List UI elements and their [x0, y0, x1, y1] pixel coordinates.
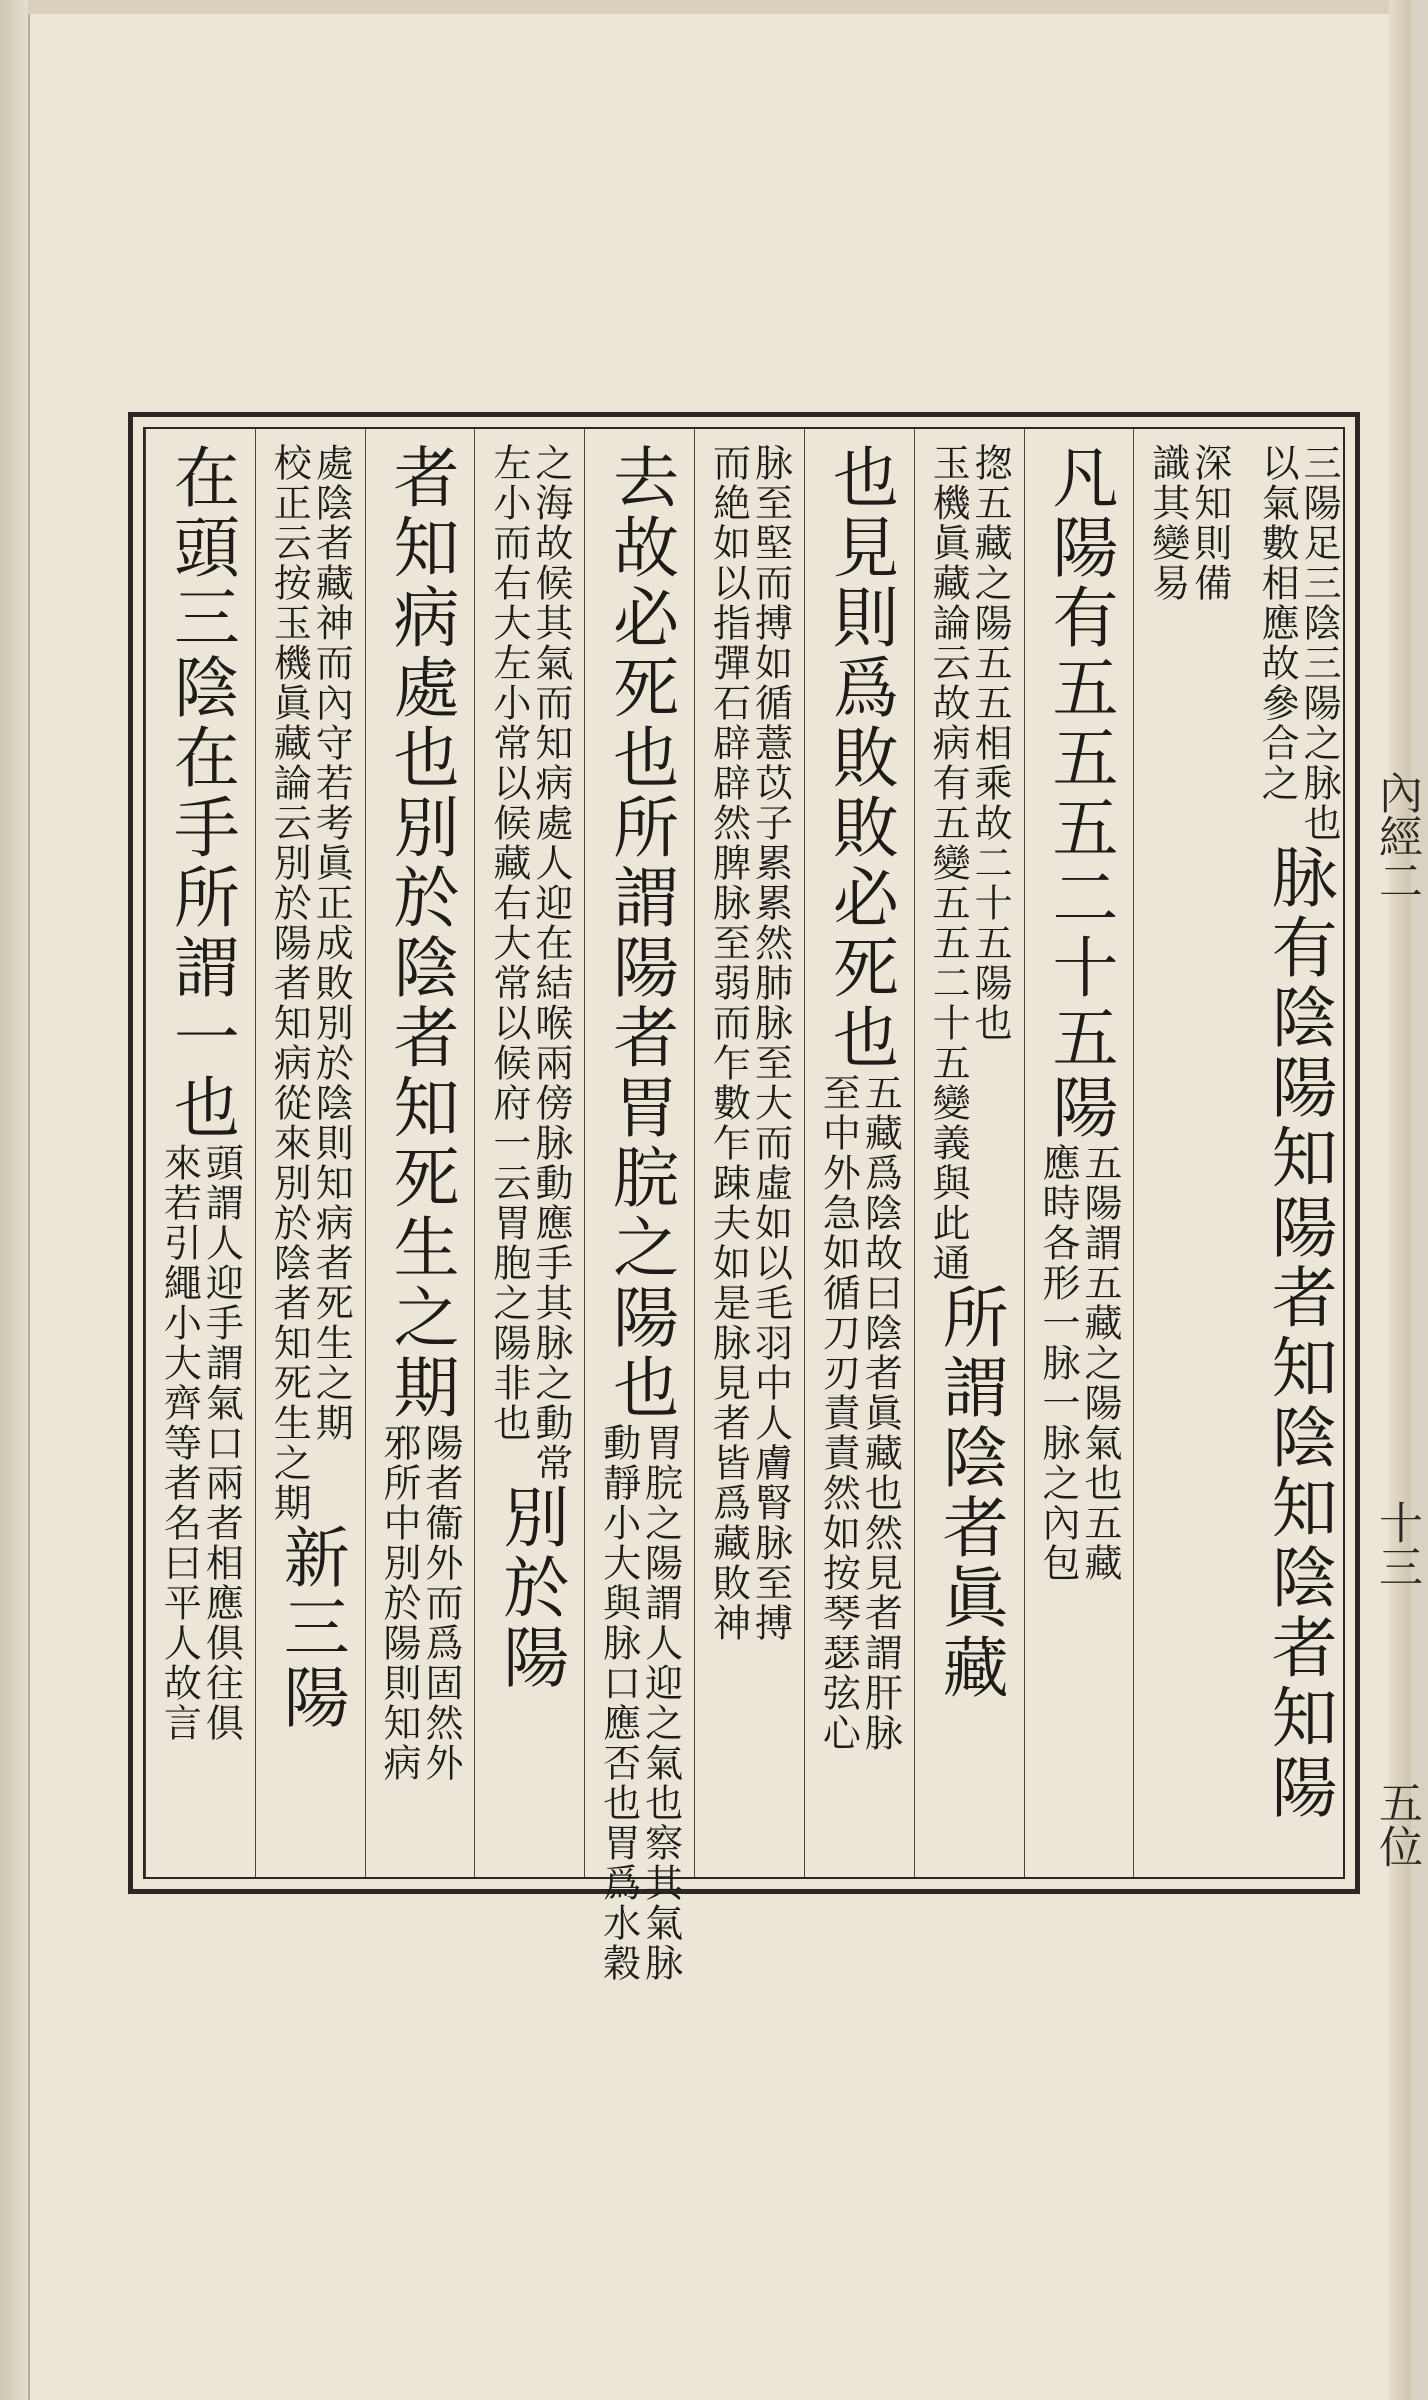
main-text: 也見則爲敗敗必死也 [821, 443, 899, 1073]
text-column [1133, 429, 1243, 1877]
column-content [1025, 443, 1134, 1583]
text-column [145, 429, 255, 1877]
text-column [1024, 429, 1134, 1877]
text-column [1243, 429, 1353, 1877]
annotation-right: 五陽謂五藏之陽氣也五藏 [1077, 1143, 1122, 1583]
text-column [694, 429, 804, 1877]
annotation-left: 左小而右大左小常以候藏右大常以候府一云胃胞之陽非也 [486, 443, 531, 1443]
annotation-left: 邪所中別於陽則知病 [377, 1423, 422, 1783]
page-top-edge [28, 0, 1411, 14]
column-content [585, 443, 694, 1983]
page-fore-edge [1389, 0, 1411, 2400]
main-text: 脉有陰陽知陽者知陰知陰者知陽 [1260, 843, 1338, 1823]
column-content [1243, 443, 1353, 1823]
column-content [695, 443, 804, 1643]
annotation-right: 之海故候其氣而知病處人迎在結喉兩傍脉動應手其脉之動常 [528, 443, 573, 1483]
annotation-right: 頭謂人迎手謂氣口兩者相應俱往俱 [199, 1143, 244, 1743]
text-column [474, 429, 584, 1877]
main-text: 者知病處也別於陰者知死生之期 [382, 443, 460, 1423]
annotation-right: 處陰者藏神而內守若考眞正成敗別於陰則知病者死生之期 [309, 443, 354, 1443]
annotation-right: 陽者衞外而爲固然外 [419, 1423, 464, 1783]
annotation-left: 以氣數相應故參合之 [1255, 443, 1300, 803]
text-column [584, 429, 694, 1983]
text-block [143, 427, 1345, 1983]
column-content [805, 443, 914, 1753]
main-text: 所謂陰者眞藏 [931, 1283, 1009, 1703]
margin-section: 五位 [1371, 1780, 1422, 1868]
column-content [1134, 443, 1243, 603]
annotation-left: 至中外急如循刀刃責責然如按琴瑟弦心 [816, 1073, 861, 1753]
text-frame [128, 412, 1360, 1983]
column-content [915, 443, 1024, 1703]
main-text: 新三陽 [272, 1523, 350, 1733]
annotation-left: 來若引繩小大齊等者名曰平人故言 [157, 1143, 202, 1743]
column-content [256, 443, 365, 1733]
margin-title: 內經二 [1371, 770, 1422, 902]
annotation-left: 玉機眞藏論云故病有五變五五二十五變義與此通 [926, 443, 971, 1283]
annotation-right: 胃脘之陽謂人迎之氣也察其氣脉 [638, 1423, 683, 1983]
annotation-right: 五藏爲陰故曰陰者眞藏也然見者謂肝脉 [858, 1073, 903, 1753]
column-content [146, 443, 255, 1743]
page-gutter [0, 0, 30, 2400]
annotation-left: 應時各形一脉一脉之內包 [1035, 1143, 1080, 1583]
annotation-left: 而絶如以指彈石辟辟然脾脉至弱而乍數乍踈夫如是脉見者皆爲藏敗神 [706, 443, 751, 1643]
main-text: 在頭三陰在手所謂一也 [162, 443, 240, 1143]
annotation-left: 校正云按玉機眞藏論云別於陽者知病從來別於陰者知死生之期 [267, 443, 312, 1523]
main-text: 去故必死也 [601, 443, 679, 793]
text-column [804, 429, 914, 1877]
column-content [475, 443, 584, 1693]
main-text: 所謂陽者胃脘之陽也 [601, 793, 679, 1423]
annotation-left: 識其變易 [1145, 443, 1190, 603]
margin-page-number: 十三 [1371, 1500, 1422, 1588]
main-text: 別於陽 [491, 1483, 569, 1693]
annotation-right: 三陽足三陰三陽之脉也 [1297, 443, 1342, 843]
annotation-right: 深知則備 [1187, 443, 1232, 603]
text-column [365, 429, 475, 1877]
text-column [255, 429, 365, 1877]
text-column [914, 429, 1024, 1877]
annotation-right: 揔五藏之陽五五相乘故二十五陽也 [968, 443, 1013, 1043]
annotation-right: 脉至堅而搏如循薏苡子累累然肺脉至大而虛如以毛羽中人膚腎脉至搏 [748, 443, 793, 1643]
main-text: 凡陽有五五五二十五陽 [1040, 443, 1118, 1143]
column-content [366, 443, 475, 1783]
annotation-left: 動靜小大與脉口應否也胃爲水穀 [596, 1423, 641, 1983]
